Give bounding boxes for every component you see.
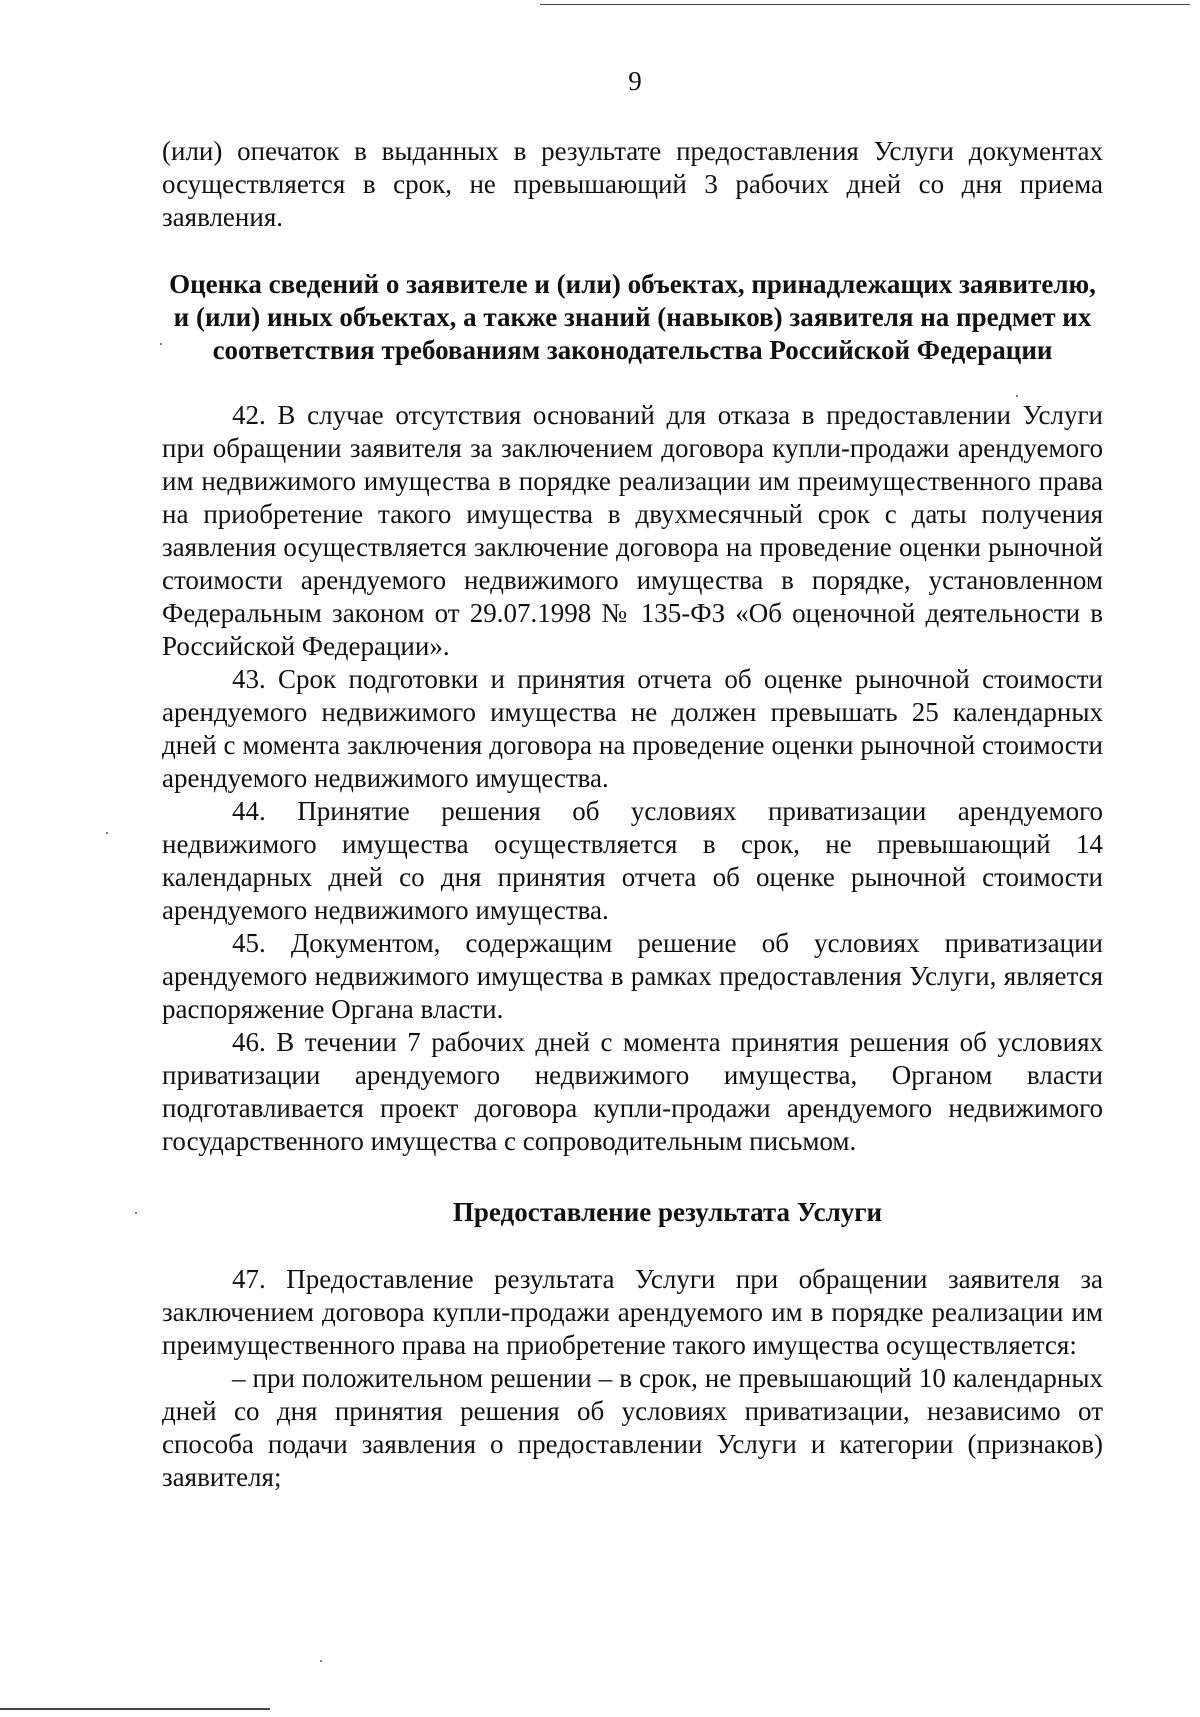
page-number: 9 (628, 66, 642, 96)
paragraph-45: 45. Документом, содержащим решение об условиях приватизации арендуемого недвижимого имущества в рамках предоставления Услуги, является распоряжение Органа власти. (162, 928, 1103, 1024)
paragraph-47-item: – при положительном решении – в срок, не превышающий 10 календарных дней со дня принятия решения об условиях приватизации, независимо от способа подачи заявления о предоставлении Услуги и категории (признаков) заявителя; (162, 1363, 1103, 1492)
paragraph-47: 47. Предоставление результата Услуги при обращении заявителя за заключением договора купли-продажи арендуемого им в порядке реализации им преимущественного права на приобретение такого имущества осуществляется: (162, 1264, 1103, 1360)
paragraph-44: 44. Принятие решения об условиях приватизации арендуемого недвижимого имущества осуществляется в срок, не превышающий 14 календарных дней со дня принятия отчета об оценке рыночной стоимости арендуемого недвижимого имущества. (162, 796, 1103, 925)
scan-speck (320, 1660, 322, 1662)
document-body (162, 135, 1103, 1494)
paragraph-46: 46. В течении 7 рабочих дней с момента принятия решения об условиях приватизации арендуемого недвижимого имущества, Органом власти подготавливается проект договора купли-продажи арендуемого недвижимого государственного имущества с сопроводительным письмом. (162, 1027, 1103, 1156)
paragraph-42: 42. В случае отсутствия оснований для отказа в предоставлении Услуги при обращении заявителя за заключением договора купли-продажи арендуемого им недвижимого имущества в порядке реализации им преимущественного права на приобретение такого имущества в двухмесячный срок с даты получения заявления осуществляется заключение договора на проведение оценки рыночной стоимости арендуемого недвижимого имущества в порядке, установленном Федеральным законом от 29.07.1998 № 135-ФЗ «Об оценочной деятельности в Российской Федерации». (162, 400, 1103, 661)
paragraph-43: 43. Срок подготовки и принятия отчета об оценке рыночной стоимости арендуемого недвижимого имущества не должен превышать 25 календарных дней с момента заключения договора на проведение оценки рыночной стоимости арендуемого недвижимого имущества. (162, 664, 1103, 793)
scan-edge-bottom (0, 1708, 270, 1710)
scan-speck (135, 1212, 137, 1214)
scan-edge-top (540, 4, 1190, 5)
section-heading-result: Предоставление результата Услуги (452, 1197, 883, 1227)
paragraph-continuation: (или) опечаток в выданных в результате предоставления Услуги документах осуществляется в срок, не превышающий 3 рабочих дней со дня приема заявления. (162, 136, 1103, 232)
section-heading-assessment: Оценка сведений о заявителе и (или) объектах, принадлежащих заявителю, и (или) иных объектах, а также знаний (навыков) заявителя на предмет их соответствия требованиям законодательства Российской Федерации (169, 269, 1096, 365)
scan-speck (106, 832, 108, 834)
